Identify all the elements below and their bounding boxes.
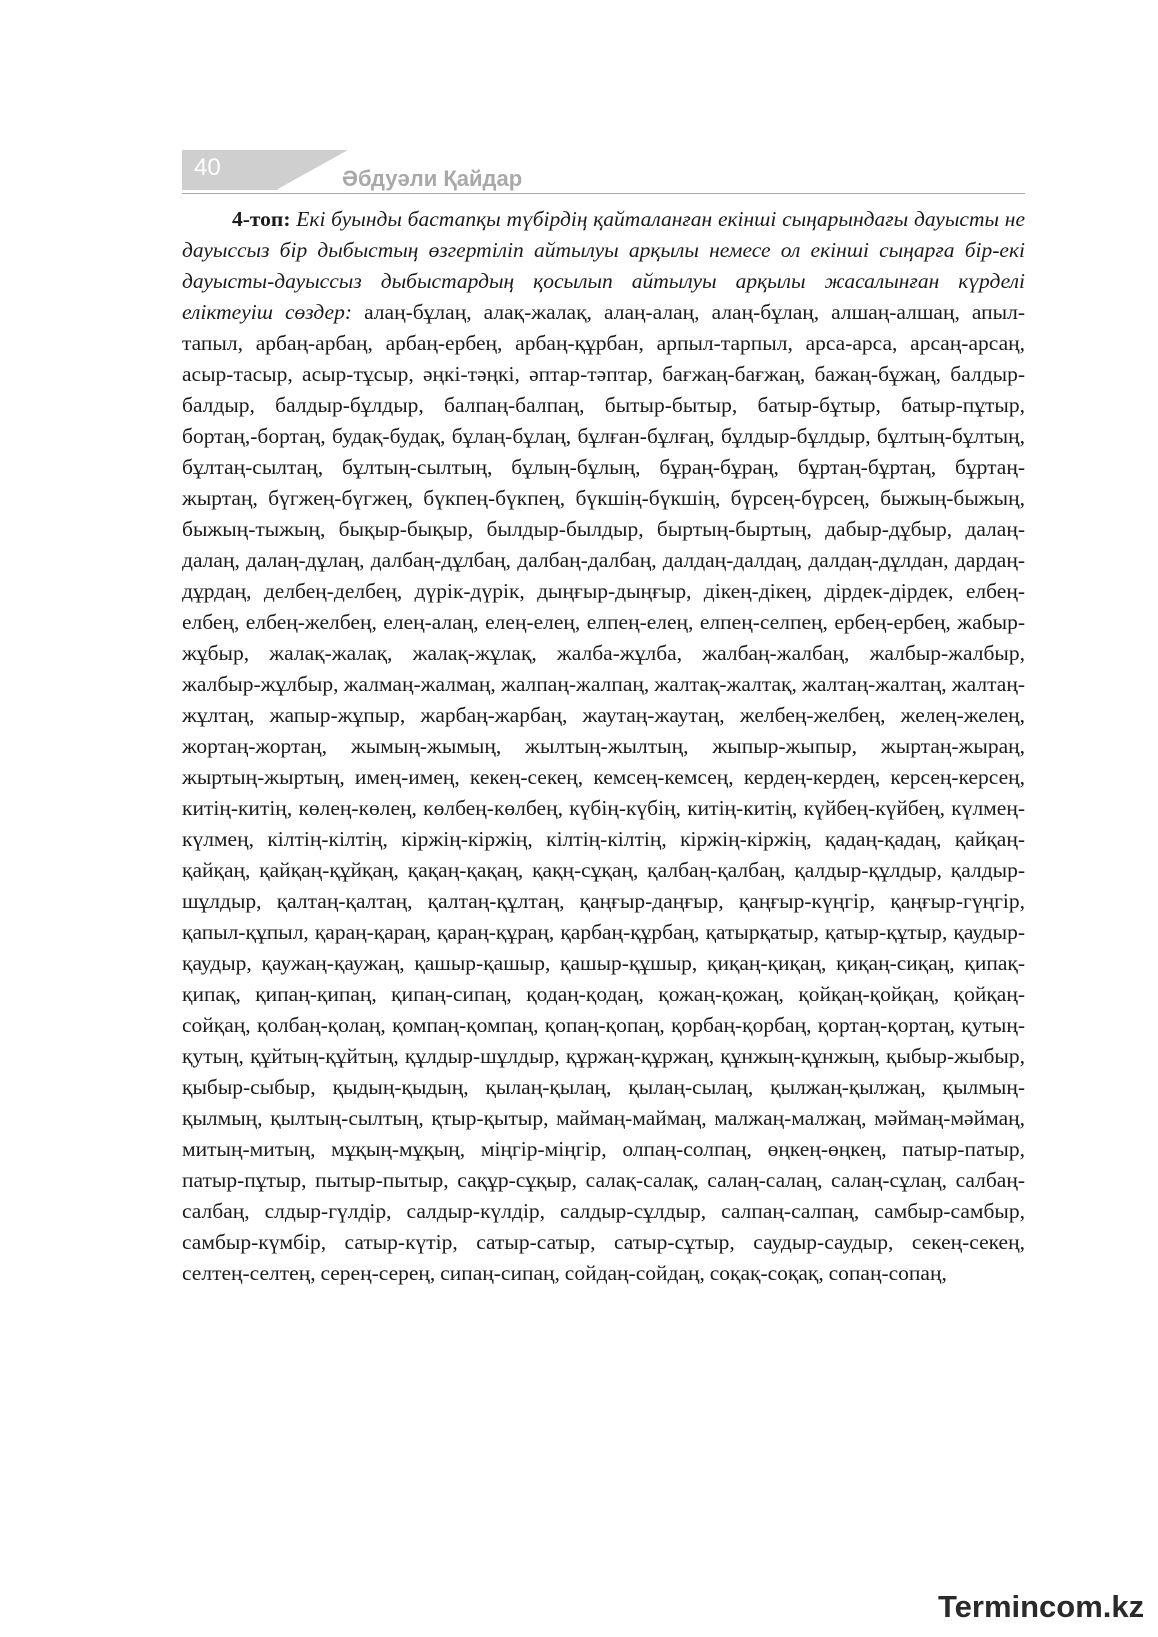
body-paragraph [182, 204, 1025, 1289]
word-examples: алаң-бұлаң, алақ-жалақ, алаң-алаң, алаң-бұлаң, алшаң-алшаң, апыл-тапыл, арбаң-арбаң, арбаң-ербең, арбаң-құрбан, арпыл-тарпыл, арса-арса, арсаң-арсаң, асыр-тасыр, асыр-тұсыр, әңкі-тәңкі, әптар-тәптар, бағжаң-бағжаң, бажаң-бұжаң, балдыр-балдыр, балдыр-бұлдыр, балпаң-балпаң, бытыр-бытыр, батыр-бұтыр, батыр-пұтыр, бортаң,-бортаң, будақ-будақ, бұлаң-бұлаң, бұлған-бұлғаң, бұлдыр-бұлдыр, бұлтың-бұлтың, бұлтаң-сылтаң, бұлтың-сылтың, бұлың-бұлың, бұраң-бұраң, бұртаң-бұртаң, бұртаң-жыртаң, бүгжең-бүгжең, бүкпең-бүкпең, бүкшің-бүкшің, бүрсең-бүрсең, быжың-быжың, быжың-тыжың, бықыр-бықыр, былдыр-былдыр, быртың-быртың, дабыр-дұбыр, далаң-далаң, далаң-дұлаң, далбаң-дұлбаң, далбаң-далбаң, далдаң-далдаң, далдаң-дұлдан, дардаң-дұрдаң, делбең-делбең, дүрік-дүрік, дыңғыр-дыңғыр, дікең-дікең, дірдек-дірдек, елбең-елбең, елбең-желбең, елең-алаң, елең-елең, елпең-елең, елпең-селпең, ербең-ербең, жабыр-жұбыр, жалақ-жалақ, жалақ-жұлақ, жалба-жұлба, жалбаң-жалбаң, жалбыр-жалбыр, жалбыр-жұлбыр, жалмаң-жалмаң, жалпаң-жалпаң, жалтақ-жалтақ, жалтаң-жалтаң, жалтаң-жұлтаң, жапыр-жұпыр, жарбаң-жарбаң, жаутаң-жаутаң, желбең-желбең, желең-желең, жортаң-жортаң, жымың-жымың, жылтың-жылтың, жыпыр-жыпыр, жыртаң-жыраң, жыртың-жыртың, имең-имең, кекең-секең, кемсең-кемсең, кердең-кердең, керсең-керсең, китің-китің, көлең-көлең, көлбең-көлбең, күбің-күбің, китің-китің, күйбең-күйбең, күлмең-күлмең, кілтің-кілтің, кіржің-кіржің, кілтің-кілтің, кіржің-кіржің, қадаң-қадаң, қайқаң-қайқаң, қайқаң-құйқаң, қақаң-қақаң, қақң-сұқаң, қалбаң-қалбаң, қалдыр-құлдыр, қалдыр-шұлдыр, қалтаң-қалтаң, қалтаң-құлтаң, қаңғыр-даңғыр, қаңғыр-күңгір, қаңғыр-гүңгір, қапыл-құпыл, қараң-қараң, қараң-құраң, қарбаң-құрбаң, қатырқатыр, қатыр-құтыр, қаудыр-қаудыр, қаужаң-қаужаң, қашыр-қашыр, қашыр-құшыр, қиқаң-қиқаң, қиқаң-сиқаң, қипақ-қипақ, қипаң-қипаң, қипаң-сипаң, қодаң-қодаң, қожаң-қожаң, қойқаң-қойқаң, қойқаң-сойқаң, қолбаң-қолаң, қомпаң-қомпаң, қопаң-қопаң, қорбаң-қорбаң, қортаң-қортаң, қутың-қутың, құйтың-құйтың, құлдыр-шұлдыр, құржаң-құржаң, құнжың-құнжың, қыбыр-жыбыр, қыбыр-сыбыр, қыдың-қыдың, қылаң-қылаң, қылаң-сылаң, қылжаң-қылжаң, қылмың-қылмың, қылтың-сылтың, қтыр-қытыр, маймаң-маймаң, малжаң-малжаң, мәймаң-мәймаң, митың-митың, мұқың-мұқың, міңгір-міңгір, олпаң-солпаң, өңкең-өңкең, патыр-патыр, патыр-пұтыр, пытыр-пытыр, сақұр-сұқыр, салақ-салақ, салаң-салаң, салаң-сұлаң, салбаң-салбаң, слдыр-гүлдір, салдыр-күлдір, салдыр-сұлдыр, салпаң-салпаң, самбыр-самбыр, самбыр-күмбір, сатыр-күтір, сатыр-сатыр, сатыр-сұтыр, саудыр-саудыр, секең-секең, селтең-селтең, серең-серең, сипаң-сипаң, сойдаң-сойдаң, соқақ-соқақ, сопаң-сопаң, [182, 300, 1025, 1285]
header-divider [182, 193, 1025, 194]
group-label: 4-топ: [232, 207, 291, 231]
page-number: 40 [194, 154, 221, 181]
page-number-tab-arrow [276, 150, 348, 190]
running-head: Әбдуәли Қайдар [342, 166, 523, 191]
site-watermark: Termincom.kz [938, 1589, 1145, 1624]
group-definition: Екі буынды бастапқы түбірдің қайталанған екінші сыңарындағы дауысты не дауыссыз бір дыбыстың өзгертіліп айтылуы арқылы немесе ол екінші сыңарға бір-екі дауысты-дауыссыз дыбыстардың қосылып айтылуы арқылы жасалынған күрделі еліктеуіш сөздер: [182, 207, 1026, 324]
